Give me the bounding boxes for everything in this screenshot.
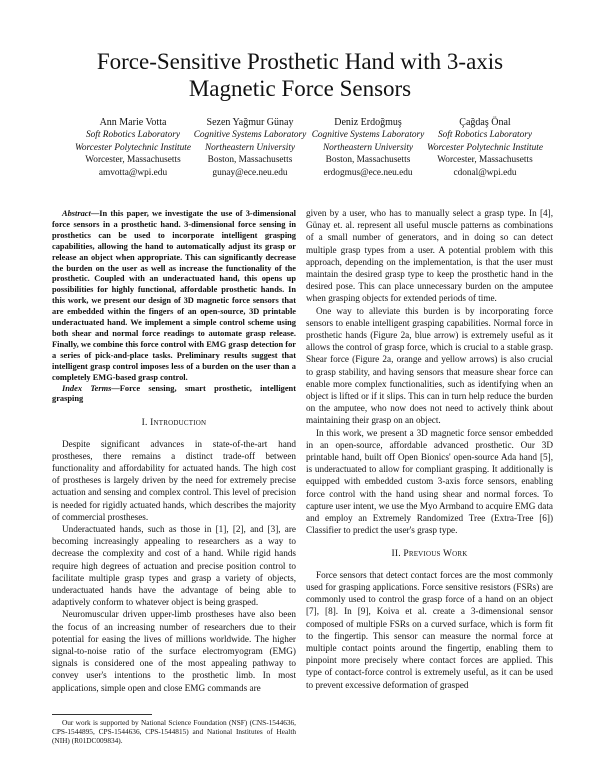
body-paragraph: One way to alleviate this burden is by incorporating force sensors to enable intelligent grasping capabilities. Normal force in prosthetic hands (Figure 2a, blue arrow) is extremely useful as it allows the control of grasp force, which is crucial to a stable grasp. Shear force (Figure 2a, orange and yellow arrows) is also crucial to grasp stability, and having sensors that measure shear force can enable more complex functionalities, such as identifying when an object is lifted or if it slips. This can in turn help reduce the burden on the amputee, who now does not need to actively think about maintaining their grasp on an object.	[306, 305, 553, 426]
body-paragraph: given by a user, who has to manually select a grasp type. In [4], Günay et. al. represent all useful muscle patterns as combinations of a small number of generators, and in doing so can detect multiple grasp types from a user. A potential problem with this approach, depending on the implementation, is that the user must maintain the desired grasp type to keep the prosthetic hand in the desired pose. This can place unnecessary burden on the amputee when grasping objects for extended periods of time.	[306, 208, 553, 304]
author-email[interactable]: cdonal@wpi.edu	[453, 167, 517, 178]
footnote	[52, 708, 296, 745]
author-location: Boston, Massachusetts	[207, 155, 293, 166]
author-name: Ann Marie Votta	[99, 117, 167, 128]
left-column	[52, 209, 296, 694]
abstract-text: —In this paper, we investigate the use of 3-dimensional force sensors in a prosthetic hand. 3-dimensional force sensing in prosthetics can be used to incorporate intelligent grasping capabilities, allowing the hand to automatically adjust its grasp or release an object when appropriate. This can significantly decrease the burden on the user as well as increase the functionality of the prosthetic. Coupled with an underactuated hand, this opens up possibilities for highly functional, affordable prosthetic hands. In this work, we present our design of 3D magnetic force sensors that are embedded within the fingers of an open-source, 3D printable underactuated hand. We implement a simple control scheme using both shear and normal force readings to automate grasp release. Finally, we combine this force control with EMG grasp detection for a series of pick-and-place tasks. Preliminary results suggest that intelligent grasp control imposes less of a burden on the user than a completely EMG-based grasp control.	[52, 209, 296, 382]
author-lab: Soft Robotics Laboratory	[437, 130, 532, 141]
intro-paragraph: Neuromuscular driven upper-limb prostheses have also been the focus of an increasing number of researchers due to their potential for easing the lives of millions worldwide. The higher signal-to-noise ratio of the surface electromyogram (EMG) signals is considered one of the most appealing pathway to convey user's intentions to the prosthetic limb. In most applications, simple open and close EMG commands are	[52, 609, 296, 693]
abstract-label: Abstract	[62, 209, 91, 218]
paper-title	[40, 48, 560, 102]
author-lab: Cognitive Systems Laboratory	[311, 130, 425, 141]
author-name: Çağdaş Önal	[459, 117, 511, 128]
footnote-rule	[52, 714, 152, 715]
author-institution: Worcester Polytechnic Institute	[426, 142, 543, 153]
section-heading-introduction: I. Introduction	[141, 418, 207, 429]
author-email[interactable]: gunay@ece.neu.edu	[212, 167, 288, 178]
author-name: Sezen Yağmur Günay	[206, 117, 294, 128]
author-name: Deniz Erdoğmuş	[334, 117, 402, 128]
author-email[interactable]: amvotta@wpi.edu	[98, 167, 168, 178]
author-institution: Worcester Polytechnic Institute	[74, 142, 191, 153]
author-location: Boston, Massachusetts	[325, 155, 411, 166]
abstract	[52, 209, 296, 405]
title-line-1: Force-Sensitive Prosthetic Hand with 3-axis	[96, 49, 504, 74]
keywords-text: —Force sensing, smart prosthetic, intelligent grasping	[52, 383, 296, 404]
author-email[interactable]: erdogmus@ece.neu.edu	[323, 167, 413, 178]
right-column	[306, 207, 553, 691]
author-location: Worcester, Massachusetts	[437, 155, 533, 166]
body-paragraph: In this work, we present a 3D magnetic force sensor embedded in an open-source, affordable advanced prosthetic. Our 3D printable hand, built off Open Bionics' open-source Ada hand [5], is underactuated to allow for compliant grasping. It additionally is equipped with embedded custom 3-axis force sensors, enabling force control with the hand using shear and normal forces. To capture user intent, we use the Myo Armband to acquire EMG data and employ an Extremely Randomized Tree (Extra-Tree [6]) Classifier to predict the user's grasp type.	[306, 427, 553, 536]
author-institution: Northeastern University	[204, 142, 296, 153]
keywords-label: Index Terms	[62, 383, 112, 393]
intro-paragraph: Despite significant advances in state-of-the-art hand prostheses, there remains a distinct trade-off between functionality and affordability for actuated hands. The high cost of prostheses is largely driven by the need for extremely precise actuation and sensing and complex control. This level of precision is needed for rigidly actuated hands, which describes the majority of commercial prostheses.	[52, 438, 296, 522]
section-heading-previous-work: II. Previous Work	[391, 549, 468, 560]
author-institution: Northeastern University	[322, 142, 414, 153]
title-line-2: Magnetic Force Sensors	[188, 76, 412, 101]
author-lab: Soft Robotics Laboratory	[85, 130, 180, 141]
author-location: Worcester, Massachusetts	[85, 155, 181, 166]
footnote-text: Our work is supported by National Science Foundation (NSF) (CNS-1544636, CPS-1544895, CPS-1544636, CPS-1544815) and National Institutes of Health (NIH) (R01DC009834).	[52, 718, 296, 746]
author-block-4	[410, 117, 560, 179]
previous-work-paragraph: Force sensors that detect contact forces are the most commonly used for grasping applications. Force sensitive resistors (FSRs) are commonly used to control the grasp force of a hand on an object [7], [8]. In [9], Koiva et al. create a 3-dimensional sensor composed of multiple FSRs on a curved surface, which is form fit to the fingertip. This sensor can measure the normal force at multiple contact points around the fingertip, enabling them to pinpoint more precisely where contact forces are applied. This type of contact-force control is extremely useful, as it can be used to prevent excessive deformation of grasped	[306, 569, 553, 690]
author-lab: Cognitive Systems Laboratory	[193, 130, 307, 141]
intro-paragraph: Underactuated hands, such as those in [1], [2], and [3], are becoming increasingly appealing to researchers as a way to decrease the complexity and cost of a hand. While rigid hands require high degrees of actuation and precise position control to facilitate multiple grasp types and grasp a variety of objects, underactuated hands have the advantage of being able to adaptively conform to whatever object is being grasped.	[52, 523, 296, 608]
